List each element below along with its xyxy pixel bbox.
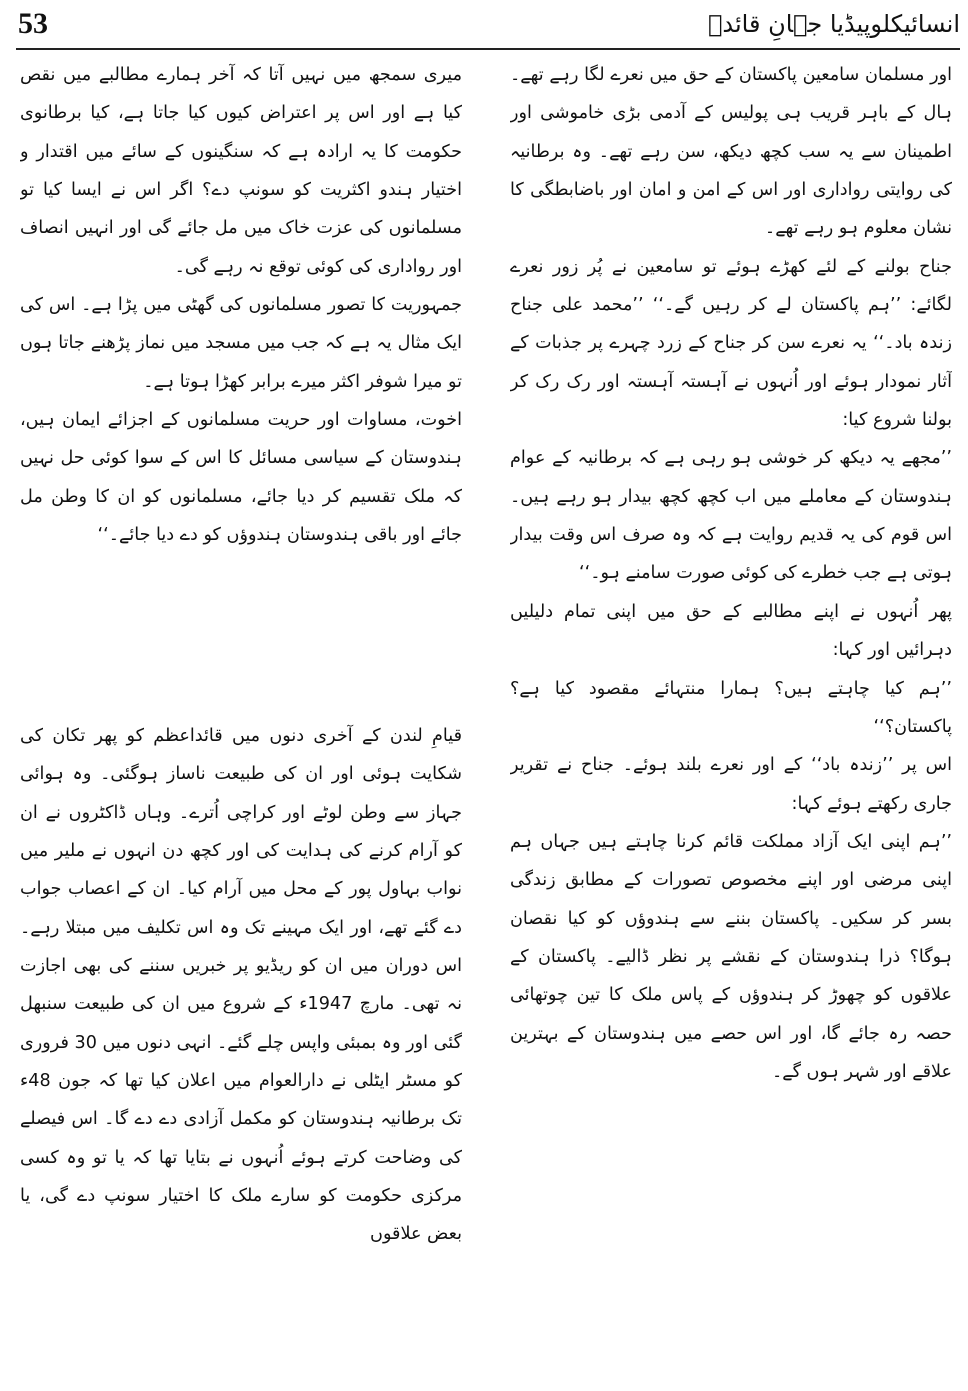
paragraph: اخوت، مساوات اور حریت مسلمانوں کے اجزائے ایمان ہیں، ہندوستان کے سیاسی مسائل کا اس کے سوا کوئی حل نہیں کہ ملک تقسیم کر دیا جائے، مسلمانوں کو ان کا وطن مل جائے اور باقی ہندوستان ہندوؤں کو دے دیا جائے۔‘‘ [20,410,462,546]
left-column [20,56,462,716]
left-column-lower [20,717,462,1381]
quote-paragraph: ’’مجھے یہ دیکھ کر خوشی ہو رہی ہے کہ برطانیہ کے عوام ہندوستان کے معاملے میں اب کچھ کچھ بیدار ہو رہے ہیں۔ اس قوم کی یہ قدیم روایت ہے کہ وہ صرف اس وقت بیدار ہوتی ہے جب خطرے کی کوئی صورت سامنے ہو۔‘‘ [510,448,952,584]
paragraph: میری سمجھ میں نہیں آتا کہ آخر ہمارے مطالبے میں نقص کیا ہے اور اس پر اعتراض کیوں کیا جاتا ہے، کیا برطانوی حکومت کا یہ ارادہ ہے کہ سنگینوں کے سائے میں اقتدار و اختیار ہندو اکثریت کو سونپ دے؟ اگر اس نے ایسا کیا تو مسلمانوں کی عزت خاک میں مل جائے گی اور انہیں انصاف اور رواداری کی کوئی توقع نہ رہے گی۔ [20,65,462,277]
paragraph: جمہوریت کا تصور مسلمانوں کی گھٹی میں پڑا ہے۔ اس کی ایک مثال یہ ہے کہ جب میں مسجد میں نماز پڑھنے جاتا ہوں تو میرا شوفر اکثر میرے برابر کھڑا ہوتا ہے۔ [20,295,462,392]
paragraph: اس پر ’’زندہ باد‘‘ کے اور نعرے بلند ہوئے۔ جناح نے تقریر جاری رکھتے ہوئے کہا: [510,755,952,814]
quote-paragraph: ’’ہم کیا چاہتے ہیں؟ ہمارا منتہائے مقصود کیا ہے؟ پاکستان؟‘‘ [510,678,952,737]
paragraph: پھر اُنہوں نے اپنے مطالبے کے حق میں اپنی تمام دلیلیں دہرائیں اور کہا: [510,601,952,661]
page-header [18,4,960,44]
quote-paragraph: ’’ہم اپنی ایک آزاد مملکت قائم کرنا چاہتے ہیں جہاں ہم اپنی مرضی اور اپنے مخصوص تصورات کے مطابق زندگی بسر کر سکیں۔ پاکستان بننے سے ہندوؤں کو کیا نقصان ہوگا؟ ذرا ہندوستان کے نقشے پر نظر ڈالیے۔ پاکستان کے علاقوں کو چھوڑ کر ہندوؤں کے پاس ملک کا تین چوتھائی حصہ رہ جائے گا، اور اس حصے میں ہندوستان کے بہترین علاقے اور شہر ہوں گے۔ [510,831,952,1082]
page-number: 53 [18,7,48,40]
paragraph: قیامِ لندن کے آخری دنوں میں قائداعظم کو پھر تکان کی شکایت ہوئی اور ان کی طبیعت ناساز ہوگئی۔ وہ ہوائی جہاز سے وطن لوٹے اور کراچی اُترے۔ وہاں ڈاکٹروں نے ان کو آرام کرنے کی ہدایت کی اور کچھ دن انہوں نے ملیر میں نواب بہاول پور کے محل میں آرام کیا۔ ان کے اعصاب جواب دے گئے تھے، اور ایک مہینے تک وہ اس تکلیف میں مبتلا رہے۔ اس دوران میں ان کو ریڈیو پر خبریں سننے کی بھی اجازت نہ تھی۔ مارچ 1947ء کے شروع میں ان کی طبیعت سنبھل گئی اور وہ بمبئی واپس چلے گئے۔ انہی دنوں میں 30 فروری کو مسٹر ایٹلی نے دارالعوام میں اعلان کیا تھا کہ جون 48ء تک برطانیہ ہندوستان کو مکمل آزادی دے دے گا۔ اس فیصلے کی وضاحت کرتے ہوئے اُنہوں نے بتایا تھا کہ یا تو وہ کسی مرکزی حکومت کو سارے ملک کا اختیار سونپ دے گی، یا بعض علاقوں [20,726,462,1245]
header-rule [16,48,960,50]
running-title: انسائیکلوپیڈیا جہانِ قائدؒ [708,10,960,38]
paragraph: اور مسلمان سامعین پاکستان کے حق میں نعرے لگا رہے تھے۔ ہال کے باہر قریب ہی پولیس کے آدمی بڑی خاموشی اور اطمینان سے یہ سب کچھ دیکھ، سن رہے تھے۔ وہ برطانیہ کی روایتی رواداری اور اس کے امن و امان اور باضابطگی کا نشان معلوم ہو رہے تھے۔ [510,65,952,239]
paragraph: جناح بولنے کے لئے کھڑے ہوئے تو سامعین نے پُر زور نعرے لگائے: ’’ہم پاکستان لے کر رہیں گے۔‘‘ ’’محمد علی جناح زندہ باد۔‘‘ یہ نعرے سن کر جناح کے زرد چہرے پر جذبات کے آثار نمودار ہوئے اور اُنہوں نے آہستہ آہستہ اور رک رک کر بولنا شروع کیا: [510,256,952,431]
right-column [510,56,952,1381]
